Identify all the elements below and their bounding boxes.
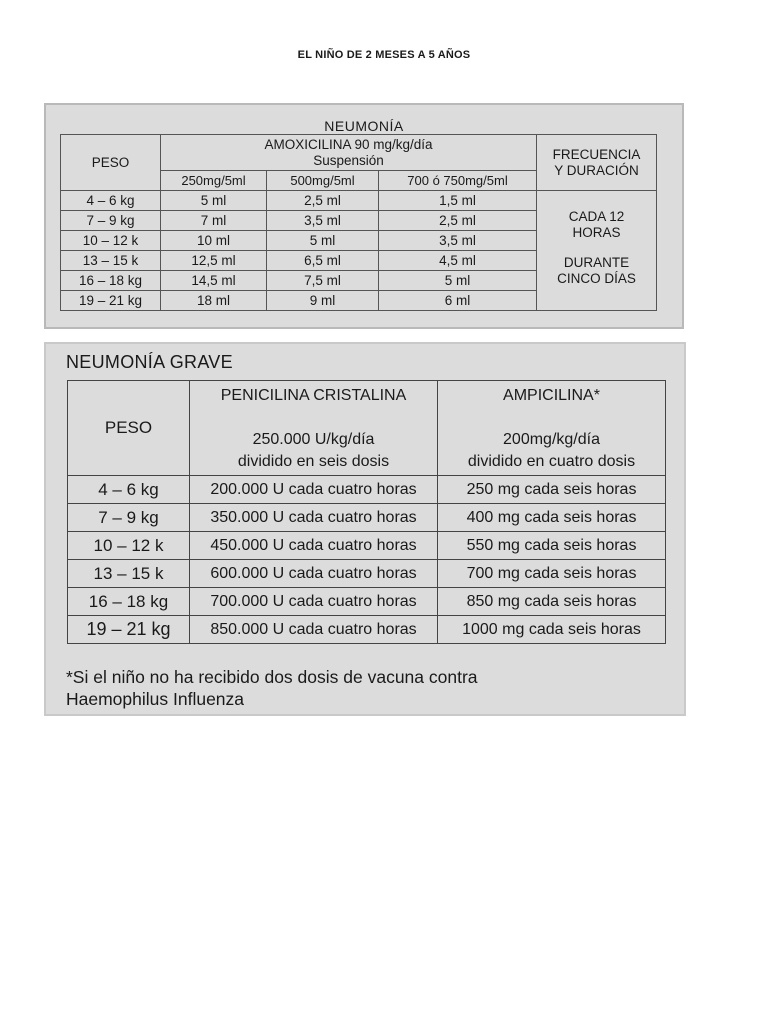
neumonia-panel (44, 103, 684, 329)
concentration-header: 700 ó 750mg/5ml (379, 171, 537, 191)
peso-cell: 10 – 12 k (61, 231, 161, 251)
ampicilina-dose-cell: 1000 mg cada seis horas (438, 616, 666, 644)
dose-cell: 3,5 ml (267, 211, 379, 231)
penicilina-dose-cell: 200.000 U cada cuatro horas (190, 476, 438, 504)
ampicilina-dose-cell: 700 mg cada seis horas (438, 560, 666, 588)
ampicilina-dose-cell: 850 mg cada seis horas (438, 588, 666, 616)
peso-cell: 7 – 9 kg (68, 504, 190, 532)
penicilina-dose-cell: 850.000 U cada cuatro horas (190, 616, 438, 644)
dose-cell: 12,5 ml (161, 251, 267, 271)
dose-cell: 18 ml (161, 291, 267, 311)
dose-cell: 1,5 ml (379, 191, 537, 211)
table-row (68, 476, 666, 504)
peso-cell: 13 – 15 k (68, 560, 190, 588)
ampicilina-dose-cell: 550 mg cada seis horas (438, 532, 666, 560)
frecuencia-header: FRECUENCIA Y DURACIÓN (537, 135, 657, 191)
peso-cell: 13 – 15 k (61, 251, 161, 271)
dose-cell: 14,5 ml (161, 271, 267, 291)
dose-cell: 2,5 ml (267, 191, 379, 211)
dose-cell: 5 ml (161, 191, 267, 211)
table-row (68, 560, 666, 588)
dose-cell: 7 ml (161, 211, 267, 231)
dose-cell: 2,5 ml (379, 211, 537, 231)
dose-cell: 5 ml (267, 231, 379, 251)
dose-cell: 9 ml (267, 291, 379, 311)
penicilina-dose-cell: 600.000 U cada cuatro horas (190, 560, 438, 588)
frecuencia-cell: CADA 12 HORAS DURANTE CINCO DÍAS (537, 191, 657, 311)
dose-cell: 5 ml (379, 271, 537, 291)
dose-cell: 6 ml (379, 291, 537, 311)
penicilina-dose-cell: 700.000 U cada cuatro horas (190, 588, 438, 616)
table-row (68, 504, 666, 532)
table-row (68, 532, 666, 560)
neumonia-table (60, 134, 657, 311)
table-row (68, 588, 666, 616)
penicilina-dose-cell: 450.000 U cada cuatro horas (190, 532, 438, 560)
document-title: EL NIÑO DE 2 MESES A 5 AÑOS (297, 49, 471, 61)
peso-cell: 10 – 12 k (68, 532, 190, 560)
dose-cell: 10 ml (161, 231, 267, 251)
concentration-header: 500mg/5ml (267, 171, 379, 191)
peso-cell: 16 – 18 kg (61, 271, 161, 291)
dose-cell: 7,5 ml (267, 271, 379, 291)
peso-header: PESO (68, 381, 190, 476)
peso-cell: 19 – 21 kg (61, 291, 161, 311)
neumonia-grave-panel (44, 342, 686, 716)
peso-cell: 16 – 18 kg (68, 588, 190, 616)
footnote: *Si el niño no ha recibido dos dosis de vacuna contra Haemophilus Influenza (66, 667, 478, 709)
peso-header: PESO (61, 135, 161, 191)
peso-cell: 4 – 6 kg (68, 476, 190, 504)
peso-cell: 19 – 21 kg (68, 616, 190, 644)
neumonia-grave-title: NEUMONÍA GRAVE (66, 352, 233, 372)
table-row (61, 191, 657, 211)
concentration-header: 250mg/5ml (161, 171, 267, 191)
ampicilina-dose-cell: 400 mg cada seis horas (438, 504, 666, 532)
penicilina-header: PENICILINA CRISTALINA 250.000 U/kg/día dividido en seis dosis (190, 381, 438, 476)
penicilina-dose-cell: 350.000 U cada cuatro horas (190, 504, 438, 532)
table-row (68, 616, 666, 644)
ampicilina-header: AMPICILINA* 200mg/kg/día dividido en cuatro dosis (438, 381, 666, 476)
neumonia-grave-table (67, 380, 666, 644)
ampicilina-dose-cell: 250 mg cada seis horas (438, 476, 666, 504)
peso-cell: 4 – 6 kg (61, 191, 161, 211)
peso-cell: 7 – 9 kg (61, 211, 161, 231)
neumonia-title: NEUMONÍA (324, 118, 404, 134)
dose-cell: 4,5 ml (379, 251, 537, 271)
dose-cell: 3,5 ml (379, 231, 537, 251)
amoxicilina-header: AMOXICILINA 90 mg/kg/día Suspensión (161, 135, 537, 171)
dose-cell: 6,5 ml (267, 251, 379, 271)
